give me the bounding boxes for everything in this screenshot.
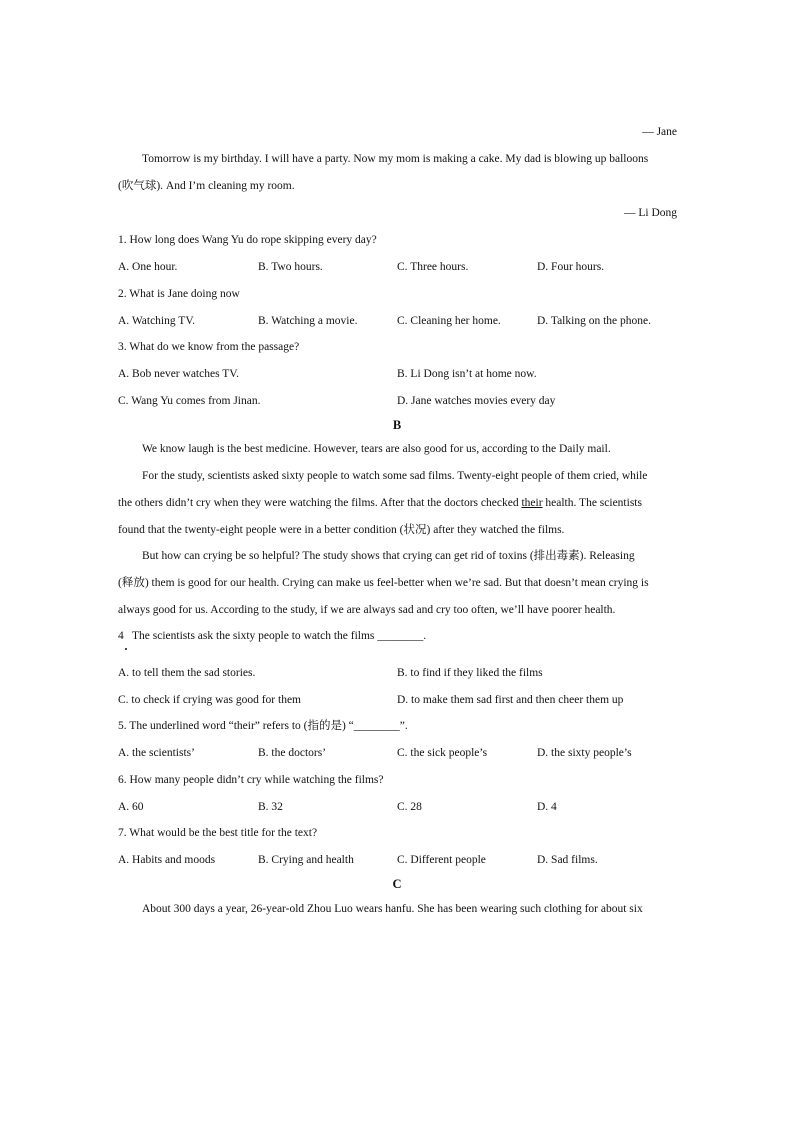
section-heading-c: C	[392, 877, 402, 891]
passage-b-paragraph-2-line-3: found that the twenty-eight people were in a better condition (状况) after they watched the films.	[118, 524, 565, 536]
question-6-option-a: A. 60	[118, 801, 144, 813]
question-4-number: 4	[118, 630, 124, 642]
signature-li-dong: — Li Dong	[623, 207, 677, 219]
passage-b-paragraph-3-line-1: But how can crying be so helpful? The study shows that crying can get rid of toxins (排出毒素). Releasing	[142, 550, 635, 562]
li-dong-paragraph-line-1: Tomorrow is my birthday. I will have a party. Now my mom is making a cake. My dad is blowing up balloons	[142, 153, 649, 165]
question-7-option-a: A. Habits and moods	[118, 854, 216, 866]
question-5-option-a: A. the scientists’	[118, 747, 195, 759]
passage-c-paragraph-1-line-1: About 300 days a year, 26-year-old Zhou Luo wears hanfu. She has been wearing such clothing for about six	[142, 903, 643, 915]
question-7-option-c: C. Different people	[397, 854, 486, 866]
li-dong-paragraph-line-2: (吹气球). And I’m cleaning my room.	[118, 180, 295, 192]
question-2-stem: 2. What is Jane doing now	[118, 288, 240, 300]
passage-b-paragraph-3-line-3: always good for us. According to the study, if we are always sad and cry too often, we’ll have poorer health.	[118, 604, 616, 616]
question-3-option-b: B. Li Dong isn’t at home now.	[397, 368, 537, 380]
question-6-stem: 6. How many people didn’t cry while watching the films?	[118, 774, 384, 786]
passage-b-text: health. The scientists	[542, 497, 642, 509]
question-4-stem: The scientists ask the sixty people to watch the films ________.	[132, 630, 427, 642]
passage-b-paragraph-2-line-2	[118, 496, 642, 510]
question-2-option-c: C. Cleaning her home.	[397, 315, 501, 327]
question-3-stem: 3. What do we know from the passage?	[118, 341, 300, 353]
question-6-option-b: B. 32	[258, 801, 283, 813]
stray-dot-mark	[125, 648, 127, 650]
underlined-word-their: their	[521, 497, 543, 509]
question-5-option-b: B. the doctors’	[258, 747, 327, 759]
question-5-stem: 5. The underlined word “their” refers to (指的是) “________”.	[118, 720, 408, 732]
question-3-option-d: D. Jane watches movies every day	[397, 395, 556, 407]
question-1-option-d: D. Four hours.	[537, 261, 605, 273]
passage-b-paragraph-2-line-1: For the study, scientists asked sixty people to watch some sad films. Twenty-eight people of them cried, while	[142, 470, 648, 482]
question-3-option-a: A. Bob never watches TV.	[118, 368, 239, 380]
question-4-option-a: A. to tell them the sad stories.	[118, 667, 256, 679]
question-3-option-c: C. Wang Yu comes from Jinan.	[118, 395, 261, 407]
question-2-option-b: B. Watching a movie.	[258, 315, 358, 327]
passage-b-text: the others didn’t cry when they were watching the films. After that the doctors checked	[118, 497, 522, 509]
question-2-option-a: A. Watching TV.	[118, 315, 196, 327]
question-1-option-c: C. Three hours.	[397, 261, 469, 273]
question-7-option-b: B. Crying and health	[258, 854, 354, 866]
question-4-option-d: D. to make them sad first and then cheer them up	[397, 694, 624, 706]
question-1-option-a: A. One hour.	[118, 261, 178, 273]
question-2-option-d: D. Talking on the phone.	[537, 315, 651, 327]
question-6-option-d: D. 4	[537, 801, 557, 813]
section-heading-b: B	[392, 418, 402, 432]
question-5-option-d: D. the sixty people’s	[537, 747, 632, 759]
question-4-option-c: C. to check if crying was good for them	[118, 694, 301, 706]
question-1-stem: 1. How long does Wang Yu do rope skipping every day?	[118, 234, 377, 246]
question-5-option-c: C. the sick people’s	[397, 747, 488, 759]
question-7-option-d: D. Sad films.	[537, 854, 598, 866]
question-1-option-b: B. Two hours.	[258, 261, 323, 273]
signature-jane: — Jane	[642, 126, 677, 138]
question-6-option-c: C. 28	[397, 801, 422, 813]
passage-b-paragraph-3-line-2: (释放) them is good for our health. Crying can make us feel-better when we’re sad. But that doesn’t mean crying is	[118, 577, 649, 589]
passage-b-paragraph-1: We know laugh is the best medicine. However, tears are also good for us, according to the Daily mail.	[142, 443, 611, 455]
question-7-stem: 7. What would be the best title for the text?	[118, 827, 318, 839]
question-4-option-b: B. to find if they liked the films	[397, 667, 543, 679]
